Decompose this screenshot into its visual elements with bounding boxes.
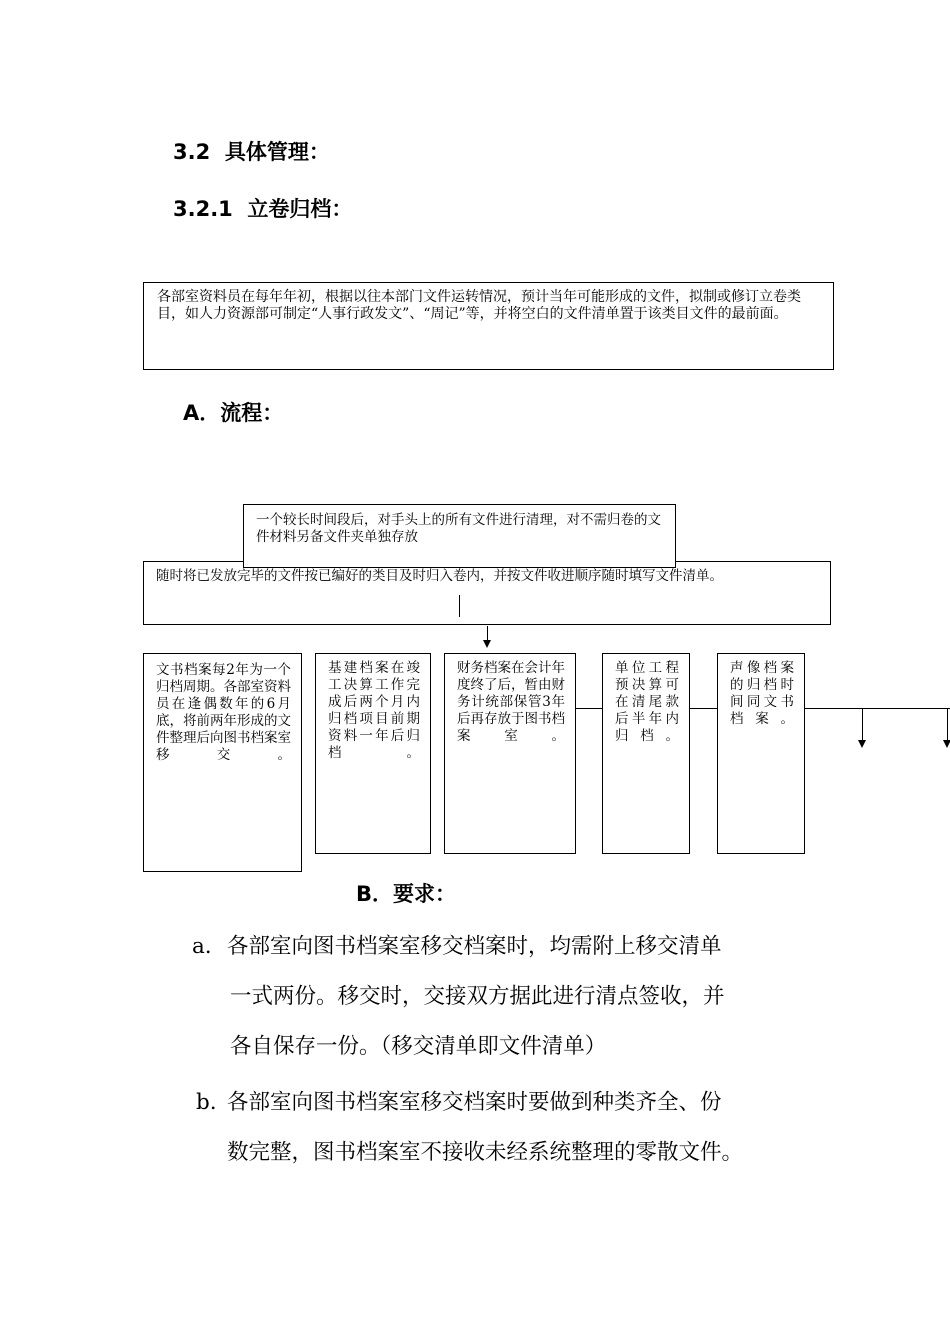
down-arrow-1	[858, 740, 866, 748]
flow-box-finance-text: 财务档案在会计年度终了后，暂由财务计统部保管3年后再存放于图书档案室。	[457, 660, 565, 744]
drop-line-2	[947, 709, 948, 741]
requirement-a-line-1: 各部室向图书档案室移交档案时，均需附上移交清单	[227, 934, 722, 959]
link-line-1	[576, 708, 602, 709]
requirement-a-line-2: 一式两份。移交时，交接双方据此进行清点签收，并	[230, 984, 725, 1009]
requirement-b-line-2: 数完整，图书档案室不接收未经系统整理的零散文件。	[227, 1140, 744, 1165]
flow-heading: A．流程：	[183, 401, 284, 425]
section-number: 3.2	[173, 140, 211, 164]
requirement-b-line-1: 各部室向图书档案室移交档案时要做到种类齐全、份	[227, 1090, 722, 1115]
flow-box-documents	[143, 653, 302, 872]
flow-top-box	[243, 504, 676, 568]
flow-box-project-budget	[602, 653, 690, 854]
flow-box-construction-text: 基建档案在竣工决算工作完成后两个月内归档项目前期资料一年后归档。	[328, 660, 420, 761]
subsection-number: 3.2.1	[173, 197, 233, 221]
flow-main-text: 随时将已发放完毕的文件按已编好的类目及时归入卷内，并按文件收进顺序随时填写文件清单。	[156, 568, 723, 584]
requirements-heading: B．要求：	[356, 882, 457, 906]
subsection-title: 立卷归档：	[247, 197, 353, 221]
requirement-b-label: b.	[196, 1090, 217, 1115]
flow-main-box	[143, 561, 831, 625]
intro-text: 各部室资料员在每年年初，根据以往本部门文件运转情况，预计当年可能形成的文件，拟制或修订立卷类目，如人力资源部可制定“人事行政发文”、“周记”等，并将空白的文件清单置于该类目文件的最前面。	[157, 289, 801, 322]
section-heading	[173, 136, 330, 166]
down-arrow-main	[483, 640, 491, 648]
flow-box-audiovisual	[717, 653, 805, 854]
flow-box-audiovisual-text: 声像档案的归档时间同文书档案。	[730, 660, 794, 727]
link-line-2	[690, 708, 717, 709]
down-arrow-2	[943, 740, 950, 748]
requirement-a-line-3: 各自保存一份。（移交清单即文件清单）	[230, 1034, 607, 1059]
flow-top-text: 一个较长时间段后，对手头上的所有文件进行清理，对不需归卷的文件材料另备文件夹单独存放	[256, 512, 661, 545]
intro-box	[143, 282, 834, 370]
subsection-heading	[173, 193, 352, 223]
flow-box-finance	[444, 653, 576, 854]
connector-upper	[459, 595, 460, 617]
section-title: 具体管理：	[224, 140, 330, 164]
flow-box-documents-text: 文书档案每2年为一个归档周期。各部室资料员在逢偶数年的6月底，将前两年形成的文件整理后向图书档案室移交。	[156, 662, 291, 763]
drop-line-1	[862, 709, 863, 741]
connector-lower	[487, 626, 488, 640]
requirement-a-label: a．	[192, 934, 227, 959]
link-line-3	[805, 708, 950, 709]
flow-box-project-budget-text: 单位工程预决算可在清尾款后半年内归档。	[615, 660, 679, 744]
flow-box-construction	[315, 653, 431, 854]
